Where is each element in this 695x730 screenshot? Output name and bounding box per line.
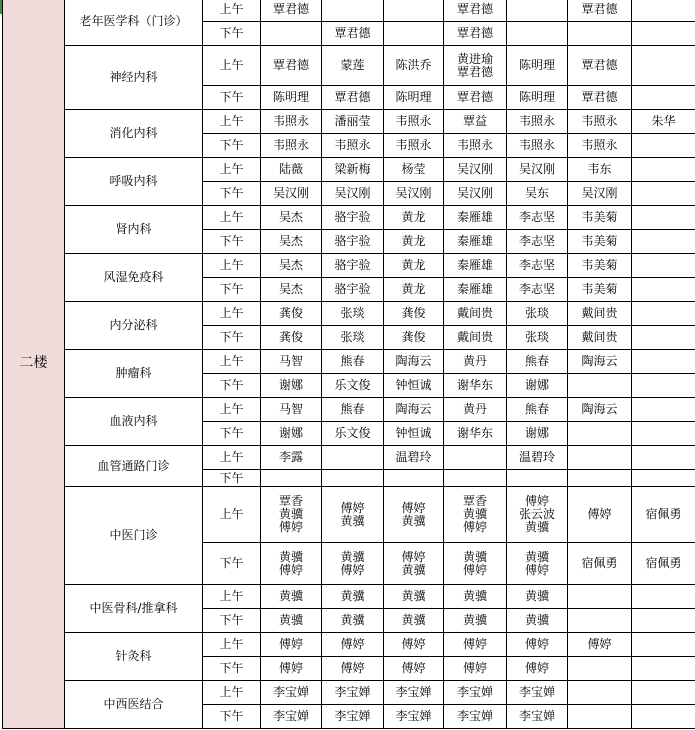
doctor-cell[interactable] bbox=[444, 446, 507, 470]
doctor-cell[interactable]: 李宝婵 bbox=[322, 705, 384, 729]
doctor-cell[interactable]: 龚俊 bbox=[384, 302, 444, 326]
doctor-cell[interactable]: 韦照永 bbox=[444, 134, 507, 158]
doctor-name: 覃香 bbox=[278, 494, 303, 508]
doctor-cell[interactable]: 傅婷 bbox=[322, 633, 384, 657]
session-am[interactable]: 上午 bbox=[203, 0, 261, 22]
doctor-name: 张云波 bbox=[518, 507, 555, 521]
doctor-cell[interactable]: 黄骥 bbox=[507, 585, 568, 609]
doctor-cell[interactable]: 温碧玲 bbox=[384, 446, 444, 470]
doctor-cell[interactable]: 覃君德 bbox=[322, 22, 384, 46]
doctor-cell[interactable]: 覃君德 bbox=[322, 86, 384, 110]
doctor-cell[interactable]: 黄龙 bbox=[384, 206, 444, 230]
doctor-cell[interactable]: 潘丽莹 bbox=[322, 110, 384, 134]
doctor-cell[interactable]: 温碧玲 bbox=[507, 446, 568, 470]
doctor-cell[interactable] bbox=[632, 22, 695, 46]
doctor-cell[interactable] bbox=[632, 374, 695, 398]
doctor-cell[interactable]: 谢娜 bbox=[261, 374, 322, 398]
session-pm[interactable]: 下午 bbox=[203, 609, 261, 633]
doctor-cell[interactable]: 李宝婵 bbox=[261, 681, 322, 705]
session-am[interactable]: 上午 bbox=[203, 46, 261, 86]
doctor-cell[interactable]: 李志坚 bbox=[507, 230, 568, 254]
doctor-cell[interactable]: 陆薇 bbox=[261, 158, 322, 182]
session-am[interactable]: 上午 bbox=[203, 446, 261, 470]
doctor-name: 黄骥 bbox=[401, 562, 426, 577]
doctor-cell[interactable] bbox=[632, 326, 695, 350]
doctor-cell[interactable]: 张琰 bbox=[322, 302, 384, 326]
doctor-cell[interactable]: 陈明理 bbox=[261, 86, 322, 110]
doctor-name: 黄骥 bbox=[401, 513, 426, 528]
table-row bbox=[3, 487, 695, 543]
doctor-name: 傅婷 bbox=[462, 562, 487, 577]
doctor-cell[interactable] bbox=[507, 543, 568, 585]
doctor-cell[interactable]: 陈洪乔 bbox=[384, 46, 444, 86]
doctor-cell[interactable] bbox=[632, 86, 695, 110]
doctor-cell[interactable]: 骆宇验 bbox=[322, 278, 384, 302]
doctor-cell[interactable] bbox=[384, 470, 444, 487]
doctor-cell[interactable]: 陈明理 bbox=[384, 86, 444, 110]
doctor-cell[interactable]: 李志坚 bbox=[507, 278, 568, 302]
doctor-cell[interactable]: 韦照永 bbox=[261, 134, 322, 158]
doctor-cell[interactable] bbox=[444, 543, 507, 585]
doctor-cell[interactable]: 覃君德 bbox=[444, 22, 507, 46]
doctor-cell[interactable]: 吴汉刚 bbox=[507, 158, 568, 182]
doctor-cell[interactable]: 吴杰 bbox=[261, 206, 322, 230]
doctor-cell[interactable] bbox=[322, 543, 384, 585]
doctor-cell[interactable]: 秦雁雄 bbox=[444, 230, 507, 254]
doctor-name: 傅婷 bbox=[340, 500, 365, 515]
doctor-cell[interactable] bbox=[632, 446, 695, 470]
doctor-cell[interactable] bbox=[444, 470, 507, 487]
doctor-cell[interactable]: 陈明理 bbox=[507, 86, 568, 110]
doctor-cell[interactable]: 韦照永 bbox=[507, 134, 568, 158]
doctor-cell[interactable]: 黄丹 bbox=[444, 398, 507, 422]
doctor-cell[interactable] bbox=[384, 487, 444, 543]
doctor-cell[interactable]: 乐文俊 bbox=[322, 374, 384, 398]
doctor-name: 黄进瑜 bbox=[456, 51, 493, 66]
session-am[interactable]: 上午 bbox=[203, 158, 261, 182]
doctor-cell[interactable]: 吴杰 bbox=[261, 254, 322, 278]
session-pm[interactable]: 下午 bbox=[203, 374, 261, 398]
department-name[interactable]: 内分泌科 bbox=[65, 302, 203, 350]
doctor-name: 黄骥 bbox=[524, 520, 549, 534]
doctor-cell[interactable]: 李宝婵 bbox=[384, 705, 444, 729]
doctor-cell[interactable]: 陈明理 bbox=[507, 46, 568, 86]
doctor-cell[interactable]: 蒙莲 bbox=[322, 46, 384, 86]
session-am[interactable]: 上午 bbox=[203, 681, 261, 705]
doctor-cell[interactable]: 黄骥 bbox=[384, 585, 444, 609]
doctor-cell[interactable] bbox=[384, 22, 444, 46]
doctor-cell[interactable]: 黄骥 bbox=[507, 609, 568, 633]
doctor-cell[interactable]: 覃君德 bbox=[568, 46, 632, 86]
doctor-cell[interactable]: 宿佩勇 bbox=[568, 543, 632, 585]
doctor-cell[interactable]: 李宝婵 bbox=[384, 681, 444, 705]
doctor-name: 傅婷 bbox=[462, 520, 487, 534]
table-row bbox=[3, 206, 695, 230]
doctor-cell[interactable]: 傅婷 bbox=[568, 633, 632, 657]
doctor-cell[interactable]: 吴杰 bbox=[261, 278, 322, 302]
doctor-cell[interactable]: 黄骥 bbox=[444, 585, 507, 609]
department-name[interactable]: 血液内科 bbox=[65, 398, 203, 446]
doctor-cell[interactable]: 宿佩勇 bbox=[632, 487, 695, 543]
doctor-cell[interactable]: 张琰 bbox=[322, 326, 384, 350]
session-am[interactable]: 上午 bbox=[203, 487, 261, 543]
department-name[interactable]: 风湿免疫科 bbox=[65, 254, 203, 302]
doctor-cell[interactable] bbox=[261, 470, 322, 487]
doctor-name: 黄骥 bbox=[524, 549, 549, 564]
doctor-cell[interactable]: 傅婷 bbox=[444, 633, 507, 657]
table-row bbox=[3, 302, 695, 326]
doctor-cell[interactable]: 李宝婵 bbox=[261, 705, 322, 729]
doctor-cell[interactable]: 熊春 bbox=[322, 350, 384, 374]
doctor-cell[interactable]: 熊春 bbox=[507, 350, 568, 374]
doctor-cell[interactable]: 傅婷 bbox=[261, 657, 322, 681]
doctor-cell[interactable]: 秦雁雄 bbox=[444, 206, 507, 230]
doctor-cell[interactable]: 覃君德 bbox=[568, 86, 632, 110]
floor-label[interactable]: 二楼 bbox=[3, 0, 65, 729]
doctor-cell[interactable] bbox=[632, 206, 695, 230]
doctor-cell[interactable]: 宿佩勇 bbox=[632, 543, 695, 585]
table-row bbox=[3, 158, 695, 182]
doctor-cell[interactable]: 傅婷 bbox=[444, 657, 507, 681]
doctor-cell[interactable]: 韦美菊 bbox=[568, 206, 632, 230]
doctor-cell[interactable] bbox=[568, 374, 632, 398]
doctor-cell[interactable]: 韦东 bbox=[568, 158, 632, 182]
department-name[interactable]: 肿瘤科 bbox=[65, 350, 203, 398]
session-pm[interactable]: 下午 bbox=[203, 134, 261, 158]
doctor-cell[interactable]: 黄龙 bbox=[384, 278, 444, 302]
doctor-cell[interactable]: 吴汉刚 bbox=[568, 182, 632, 206]
doctor-cell[interactable]: 黄龙 bbox=[384, 230, 444, 254]
doctor-cell[interactable]: 吴汉刚 bbox=[444, 158, 507, 182]
doctor-cell[interactable] bbox=[568, 585, 632, 609]
doctor-cell[interactable]: 吴汉刚 bbox=[444, 182, 507, 206]
doctor-name: 黄骥 bbox=[340, 513, 365, 528]
doctor-cell[interactable]: 傅婷 bbox=[384, 657, 444, 681]
doctor-cell[interactable] bbox=[568, 470, 632, 487]
doctor-name: 覃君德 bbox=[456, 64, 493, 79]
session-pm[interactable]: 下午 bbox=[203, 326, 261, 350]
doctor-cell[interactable] bbox=[632, 422, 695, 446]
doctor-cell[interactable]: 钟恒诚 bbox=[384, 374, 444, 398]
doctor-cell[interactable]: 黄龙 bbox=[384, 254, 444, 278]
doctor-cell[interactable] bbox=[632, 609, 695, 633]
doctor-cell[interactable] bbox=[568, 446, 632, 470]
doctor-cell[interactable]: 韦照永 bbox=[261, 110, 322, 134]
doctor-cell[interactable]: 李露 bbox=[261, 446, 322, 470]
doctor-cell[interactable] bbox=[632, 254, 695, 278]
department-name[interactable]: 针灸科 bbox=[65, 633, 203, 681]
department-name[interactable]: 神经内科 bbox=[65, 46, 203, 110]
doctor-cell[interactable] bbox=[568, 22, 632, 46]
doctor-cell[interactable]: 韦美菊 bbox=[568, 230, 632, 254]
doctor-cell[interactable] bbox=[322, 487, 384, 543]
doctor-name: 黄骥 bbox=[462, 549, 487, 564]
doctor-cell[interactable]: 马智 bbox=[261, 350, 322, 374]
doctor-cell[interactable]: 李宝婵 bbox=[507, 681, 568, 705]
table-row bbox=[3, 633, 695, 657]
doctor-cell[interactable] bbox=[507, 487, 568, 543]
doctor-cell[interactable]: 骆宇验 bbox=[322, 230, 384, 254]
doctor-cell[interactable] bbox=[322, 446, 384, 470]
doctor-name: 黄骥 bbox=[462, 507, 487, 521]
doctor-cell[interactable]: 骆宇验 bbox=[322, 206, 384, 230]
doctor-cell[interactable] bbox=[568, 609, 632, 633]
department-name[interactable]: 呼吸内科 bbox=[65, 158, 203, 206]
doctor-cell[interactable] bbox=[568, 705, 632, 729]
doctor-cell[interactable]: 杨莹 bbox=[384, 158, 444, 182]
doctor-cell[interactable] bbox=[632, 681, 695, 705]
doctor-cell[interactable]: 黄骥 bbox=[261, 609, 322, 633]
doctor-name: 黄骥 bbox=[278, 507, 303, 521]
department-name[interactable]: 血管通路门诊 bbox=[65, 446, 203, 487]
doctor-cell[interactable] bbox=[507, 470, 568, 487]
doctor-cell[interactable]: 韦美菊 bbox=[568, 278, 632, 302]
doctor-name: 傅婷 bbox=[278, 520, 303, 534]
doctor-name: 黄骥 bbox=[340, 549, 365, 564]
doctor-cell[interactable]: 谢娜 bbox=[507, 422, 568, 446]
doctor-cell[interactable]: 吴汉刚 bbox=[261, 182, 322, 206]
doctor-cell[interactable]: 熊春 bbox=[322, 398, 384, 422]
doctor-cell[interactable] bbox=[632, 350, 695, 374]
doctor-cell[interactable]: 覃君德 bbox=[444, 86, 507, 110]
doctor-cell[interactable]: 韦照永 bbox=[384, 110, 444, 134]
department-name[interactable]: 消化内科 bbox=[65, 110, 203, 158]
session-am[interactable]: 上午 bbox=[203, 633, 261, 657]
doctor-cell[interactable]: 戴间贵 bbox=[568, 326, 632, 350]
table-row bbox=[3, 681, 695, 705]
doctor-cell[interactable]: 朱华 bbox=[632, 110, 695, 134]
session-pm[interactable]: 下午 bbox=[203, 705, 261, 729]
doctor-cell[interactable]: 傅婷 bbox=[568, 487, 632, 543]
doctor-cell[interactable] bbox=[322, 470, 384, 487]
doctor-cell[interactable] bbox=[632, 705, 695, 729]
session-am[interactable]: 上午 bbox=[203, 302, 261, 326]
doctor-cell[interactable]: 覃君德 bbox=[261, 46, 322, 86]
doctor-cell[interactable]: 龚俊 bbox=[261, 326, 322, 350]
doctor-cell[interactable]: 黄骥 bbox=[261, 585, 322, 609]
doctor-cell[interactable]: 陶海云 bbox=[568, 398, 632, 422]
doctor-cell[interactable] bbox=[632, 158, 695, 182]
session-am[interactable]: 上午 bbox=[203, 398, 261, 422]
doctor-cell[interactable]: 韦照永 bbox=[568, 110, 632, 134]
doctor-cell[interactable]: 梁新梅 bbox=[322, 158, 384, 182]
doctor-cell[interactable]: 吴汉刚 bbox=[322, 182, 384, 206]
table-row bbox=[3, 254, 695, 278]
doctor-cell[interactable]: 熊春 bbox=[507, 398, 568, 422]
doctor-cell[interactable]: 李宝婵 bbox=[507, 705, 568, 729]
doctor-cell[interactable]: 韦照永 bbox=[568, 134, 632, 158]
doctor-cell[interactable]: 傅婷 bbox=[507, 633, 568, 657]
doctor-cell[interactable] bbox=[632, 278, 695, 302]
doctor-name: 傅婷 bbox=[278, 562, 303, 577]
table-row bbox=[3, 0, 695, 22]
session-pm[interactable]: 下午 bbox=[203, 470, 261, 487]
doctor-cell[interactable]: 戴间贵 bbox=[568, 302, 632, 326]
table-row bbox=[3, 110, 695, 134]
doctor-cell[interactable]: 马智 bbox=[261, 398, 322, 422]
session-am[interactable]: 上午 bbox=[203, 206, 261, 230]
doctor-cell[interactable] bbox=[632, 470, 695, 487]
department-name[interactable]: 老年医学科（门诊） bbox=[65, 0, 203, 46]
doctor-cell[interactable]: 陶海云 bbox=[384, 398, 444, 422]
doctor-cell[interactable]: 李宝婵 bbox=[444, 681, 507, 705]
doctor-cell[interactable]: 乐文俊 bbox=[322, 422, 384, 446]
doctor-cell[interactable]: 秦雁雄 bbox=[444, 254, 507, 278]
doctor-cell[interactable] bbox=[632, 46, 695, 86]
doctor-name: 覃香 bbox=[462, 494, 487, 508]
session-pm[interactable]: 下午 bbox=[203, 657, 261, 681]
doctor-cell[interactable]: 傅婷 bbox=[384, 633, 444, 657]
doctor-cell[interactable]: 覃君德 bbox=[261, 0, 322, 22]
doctor-cell[interactable]: 谢华东 bbox=[444, 374, 507, 398]
doctor-cell[interactable] bbox=[444, 487, 507, 543]
session-am[interactable]: 上午 bbox=[203, 110, 261, 134]
doctor-cell[interactable]: 李志坚 bbox=[507, 254, 568, 278]
doctor-cell[interactable]: 韦照永 bbox=[322, 134, 384, 158]
doctor-cell[interactable] bbox=[322, 0, 384, 22]
doctor-cell[interactable] bbox=[507, 22, 568, 46]
doctor-cell[interactable]: 黄骥 bbox=[322, 609, 384, 633]
doctor-cell[interactable] bbox=[632, 633, 695, 657]
doctor-cell[interactable]: 吴杰 bbox=[261, 230, 322, 254]
doctor-cell[interactable] bbox=[444, 46, 507, 86]
doctor-cell[interactable]: 黄骥 bbox=[322, 585, 384, 609]
doctor-cell[interactable]: 覃君德 bbox=[444, 0, 507, 22]
session-pm[interactable]: 下午 bbox=[203, 182, 261, 206]
session-pm[interactable]: 下午 bbox=[203, 543, 261, 585]
doctor-cell[interactable]: 吴东 bbox=[507, 182, 568, 206]
doctor-cell[interactable]: 戴间贵 bbox=[444, 302, 507, 326]
table-row bbox=[3, 398, 695, 422]
doctor-cell[interactable] bbox=[632, 398, 695, 422]
doctor-cell[interactable]: 傅婷 bbox=[322, 657, 384, 681]
doctor-cell[interactable] bbox=[261, 543, 322, 585]
doctor-cell[interactable]: 骆宇验 bbox=[322, 254, 384, 278]
doctor-cell[interactable]: 韦照永 bbox=[384, 134, 444, 158]
doctor-name: 傅婷 bbox=[524, 494, 549, 508]
doctor-cell[interactable]: 张琰 bbox=[507, 326, 568, 350]
doctor-cell[interactable]: 李宝婵 bbox=[322, 681, 384, 705]
doctor-cell[interactable]: 韦美菊 bbox=[568, 254, 632, 278]
doctor-name: 傅婷 bbox=[401, 500, 426, 515]
doctor-cell[interactable]: 黄骥 bbox=[444, 609, 507, 633]
session-pm[interactable]: 下午 bbox=[203, 86, 261, 110]
doctor-cell[interactable] bbox=[384, 543, 444, 585]
doctor-cell[interactable]: 谢娜 bbox=[507, 374, 568, 398]
doctor-cell[interactable] bbox=[568, 681, 632, 705]
doctor-cell[interactable]: 黄骥 bbox=[384, 609, 444, 633]
doctor-cell[interactable] bbox=[507, 0, 568, 22]
doctor-cell[interactable] bbox=[261, 22, 322, 46]
doctor-cell[interactable]: 李志坚 bbox=[507, 206, 568, 230]
doctor-cell[interactable]: 戴间贵 bbox=[444, 326, 507, 350]
table-row bbox=[3, 446, 695, 470]
doctor-cell[interactable] bbox=[632, 0, 695, 22]
doctor-cell[interactable]: 谢娜 bbox=[261, 422, 322, 446]
doctor-cell[interactable]: 覃君德 bbox=[568, 0, 632, 22]
doctor-cell[interactable]: 龚俊 bbox=[384, 326, 444, 350]
doctor-cell[interactable]: 钟恒诚 bbox=[384, 422, 444, 446]
session-pm[interactable]: 下午 bbox=[203, 278, 261, 302]
doctor-cell[interactable] bbox=[568, 657, 632, 681]
doctor-cell[interactable]: 吴汉刚 bbox=[384, 182, 444, 206]
doctor-cell[interactable]: 覃益 bbox=[444, 110, 507, 134]
doctor-cell[interactable]: 傅婷 bbox=[261, 633, 322, 657]
doctor-name: 傅婷 bbox=[340, 562, 365, 577]
session-am[interactable]: 上午 bbox=[203, 585, 261, 609]
department-name[interactable]: 肾内科 bbox=[65, 206, 203, 254]
doctor-cell[interactable]: 陶海云 bbox=[568, 350, 632, 374]
doctor-cell[interactable]: 李宝婵 bbox=[444, 705, 507, 729]
doctor-name: 傅婷 bbox=[524, 562, 549, 577]
doctor-cell[interactable]: 黄丹 bbox=[444, 350, 507, 374]
doctor-name: 傅婷 bbox=[401, 549, 426, 564]
doctor-cell[interactable]: 秦雁雄 bbox=[444, 278, 507, 302]
doctor-cell[interactable] bbox=[632, 585, 695, 609]
doctor-cell[interactable] bbox=[632, 182, 695, 206]
table-row bbox=[3, 585, 695, 609]
session-am[interactable]: 上午 bbox=[203, 254, 261, 278]
department-name[interactable]: 中医骨科/推拿科 bbox=[65, 585, 203, 633]
doctor-cell[interactable]: 张琰 bbox=[507, 302, 568, 326]
doctor-cell[interactable] bbox=[384, 0, 444, 22]
doctor-cell[interactable]: 陶海云 bbox=[384, 350, 444, 374]
clinic-schedule-table bbox=[2, 0, 695, 729]
session-pm[interactable]: 下午 bbox=[203, 422, 261, 446]
doctor-name: 黄骥 bbox=[278, 549, 303, 564]
session-am[interactable]: 上午 bbox=[203, 350, 261, 374]
doctor-cell[interactable]: 傅婷 bbox=[507, 657, 568, 681]
doctor-cell[interactable]: 谢华东 bbox=[444, 422, 507, 446]
table-row bbox=[3, 46, 695, 86]
doctor-cell[interactable] bbox=[632, 657, 695, 681]
doctor-cell[interactable] bbox=[568, 422, 632, 446]
doctor-cell[interactable]: 韦照永 bbox=[507, 110, 568, 134]
table-row bbox=[3, 350, 695, 374]
doctor-cell[interactable] bbox=[632, 230, 695, 254]
doctor-cell[interactable] bbox=[632, 134, 695, 158]
session-pm[interactable]: 下午 bbox=[203, 22, 261, 46]
doctor-cell[interactable] bbox=[261, 487, 322, 543]
session-pm[interactable]: 下午 bbox=[203, 230, 261, 254]
department-name[interactable]: 中西医结合 bbox=[65, 681, 203, 729]
doctor-cell[interactable] bbox=[632, 302, 695, 326]
doctor-cell[interactable]: 龚俊 bbox=[261, 302, 322, 326]
department-name[interactable]: 中医门诊 bbox=[65, 487, 203, 585]
